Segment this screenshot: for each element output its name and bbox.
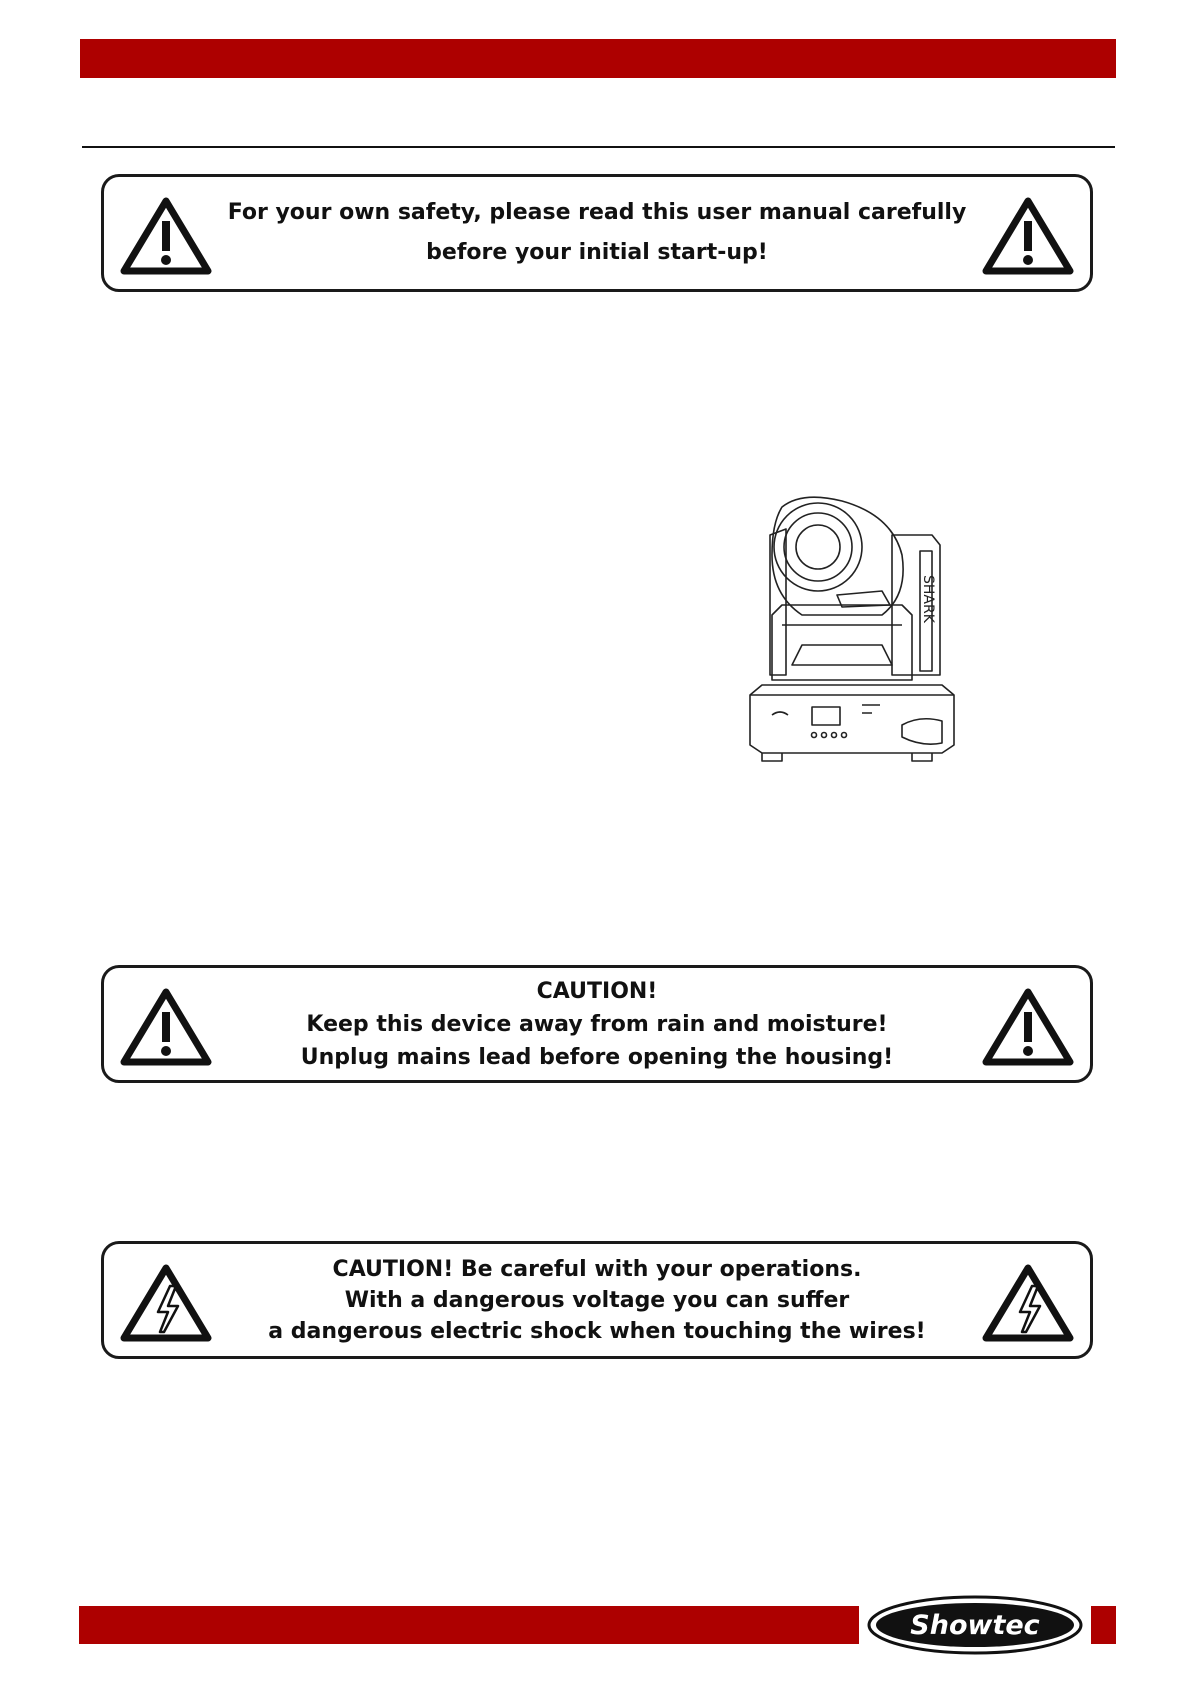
header-bar	[80, 39, 1116, 78]
brand-text: Showtec	[910, 1610, 1040, 1641]
warning-triangle-icon	[120, 986, 212, 1066]
caution-heading: CAUTION!	[536, 978, 658, 1004]
high-voltage-triangle-icon	[120, 1262, 212, 1342]
caution-voltage-box	[101, 1241, 1093, 1359]
caution-moisture-line: Keep this device away from rain and moisture!	[306, 1011, 888, 1037]
moving-head-fixture-illustration	[742, 495, 962, 767]
safety-notice-line-2: before your initial start-up!	[426, 240, 768, 265]
footer-bar	[79, 1606, 859, 1644]
safety-notice-box	[101, 174, 1093, 292]
voltage-caution-line-2: With a dangerous voltage you can suffer	[344, 1287, 850, 1313]
warning-triangle-icon	[120, 195, 212, 275]
safety-notice-line-1: For your own safety, please read this user manual carefully	[227, 200, 967, 225]
voltage-caution-line-3: a dangerous electric shock when touching the wires!	[268, 1318, 926, 1344]
footer-bar-end	[1091, 1606, 1116, 1644]
high-voltage-triangle-icon	[982, 1262, 1074, 1342]
warning-triangle-icon	[982, 195, 1074, 275]
showtec-logo	[866, 1594, 1084, 1656]
caution-moisture-box	[101, 965, 1093, 1083]
header-rule	[82, 146, 1115, 148]
warning-triangle-icon	[982, 986, 1074, 1066]
svg-text:SHARK: SHARK	[920, 575, 936, 623]
caution-unplug-line: Unplug mains lead before opening the housing!	[300, 1044, 894, 1070]
voltage-caution-line-1: CAUTION! Be careful with your operations.	[332, 1256, 862, 1282]
